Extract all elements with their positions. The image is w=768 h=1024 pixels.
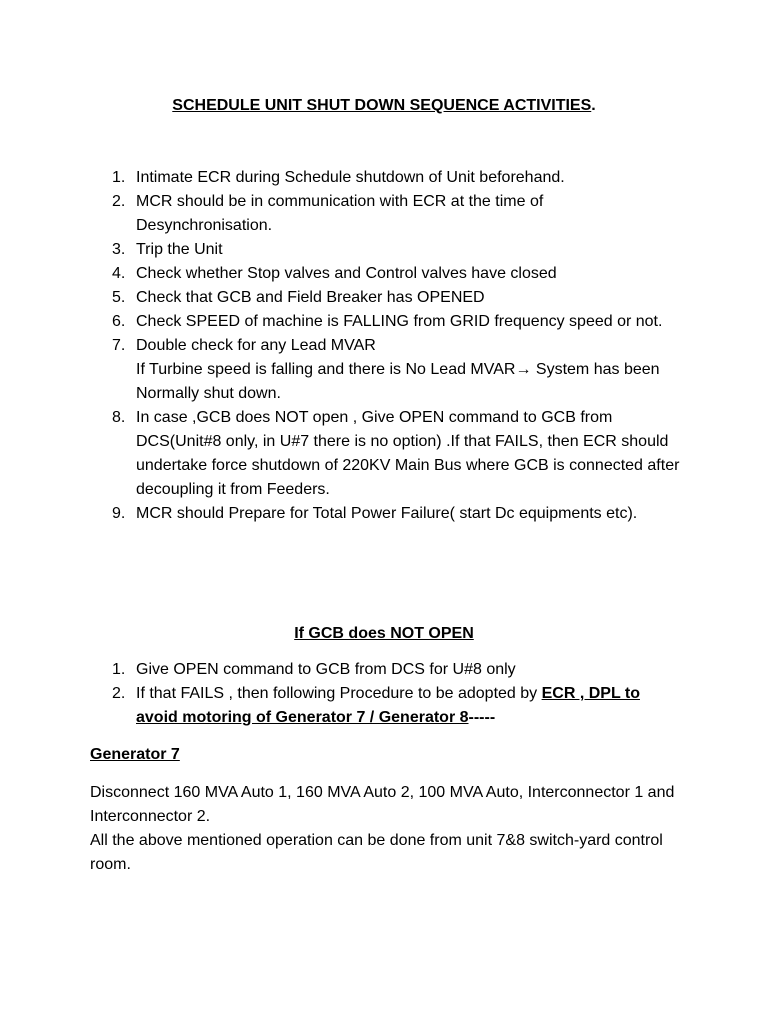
generator-note: All the above mentioned operation can be done from unit 7&8 switch-yard control room. xyxy=(90,832,663,873)
step-number: 5. xyxy=(112,289,126,306)
shutdown-steps-list xyxy=(112,166,682,526)
step-number: 1. xyxy=(112,169,126,186)
list-item xyxy=(112,166,682,190)
step-number: 3. xyxy=(112,241,126,258)
list-item xyxy=(112,406,682,502)
step-emphasis: ECR , DPL to avoid motoring of Generator 7 / Generator 8 xyxy=(136,685,640,726)
step-text: In case ,GCB does NOT open , Give OPEN command to GCB from DCS(Unit#8 only, in U#7 there is no option) .If that FAILS, then ECR should undertake force shutdown of 220KV Main Bus where GCB is connected after decoupling it from Feeders. xyxy=(136,409,680,498)
step-text: Double check for any Lead MVAR xyxy=(136,337,376,354)
step-text: Check whether Stop valves and Control valves have closed xyxy=(136,265,557,282)
step-text: MCR should Prepare for Total Power Failure( start Dc equipments etc). xyxy=(136,505,638,522)
step-number: 8. xyxy=(112,409,126,426)
document-title xyxy=(0,94,768,118)
step-dashes: ----- xyxy=(468,709,496,726)
list-item xyxy=(112,190,682,238)
step-text: Intimate ECR during Schedule shutdown of Unit beforehand. xyxy=(136,169,565,186)
step-text: If that FAILS , then following Procedure to be adopted by xyxy=(136,685,542,702)
gcb-not-open-steps-list xyxy=(112,658,682,730)
step-text: MCR should be in communication with ECR at the time of Desynchronisation. xyxy=(136,193,544,234)
generator-text: Disconnect 160 MVA Auto 1, 160 MVA Auto 2, 100 MVA Auto, Interconnector 1 and Interconnector 2. xyxy=(90,784,675,825)
step-number: 2. xyxy=(112,193,126,210)
step-number: 6. xyxy=(112,313,126,330)
list-item xyxy=(112,262,682,286)
step-text-continuation: If Turbine speed is falling and there is No Lead MVAR→ System has been Normally shut down. xyxy=(136,361,660,402)
step-text: Check that GCB and Field Breaker has OPENED xyxy=(136,289,485,306)
step-number: 7. xyxy=(112,337,126,354)
title-period: . xyxy=(591,97,596,114)
list-item xyxy=(112,286,682,310)
step-text: Check SPEED of machine is FALLING from GRID frequency speed or not. xyxy=(136,313,663,330)
step-number: 1. xyxy=(112,661,126,678)
list-item xyxy=(112,310,682,334)
list-item xyxy=(112,658,682,682)
title-text: SCHEDULE UNIT SHUT DOWN SEQUENCE ACTIVITIES xyxy=(172,97,592,114)
list-item xyxy=(112,682,682,730)
section-title: If GCB does NOT OPEN xyxy=(294,625,474,642)
step-text: Trip the Unit xyxy=(136,241,223,258)
step-number: 4. xyxy=(112,265,126,282)
list-item xyxy=(112,238,682,262)
generator-heading: Generator 7 xyxy=(90,746,180,763)
list-item xyxy=(112,502,682,526)
step-text: Give OPEN command to GCB from DCS for U#8 only xyxy=(136,661,516,678)
generator-paragraph xyxy=(90,781,690,877)
list-item xyxy=(112,334,682,406)
step-number: 9. xyxy=(112,505,126,522)
step-number: 2. xyxy=(112,685,126,702)
